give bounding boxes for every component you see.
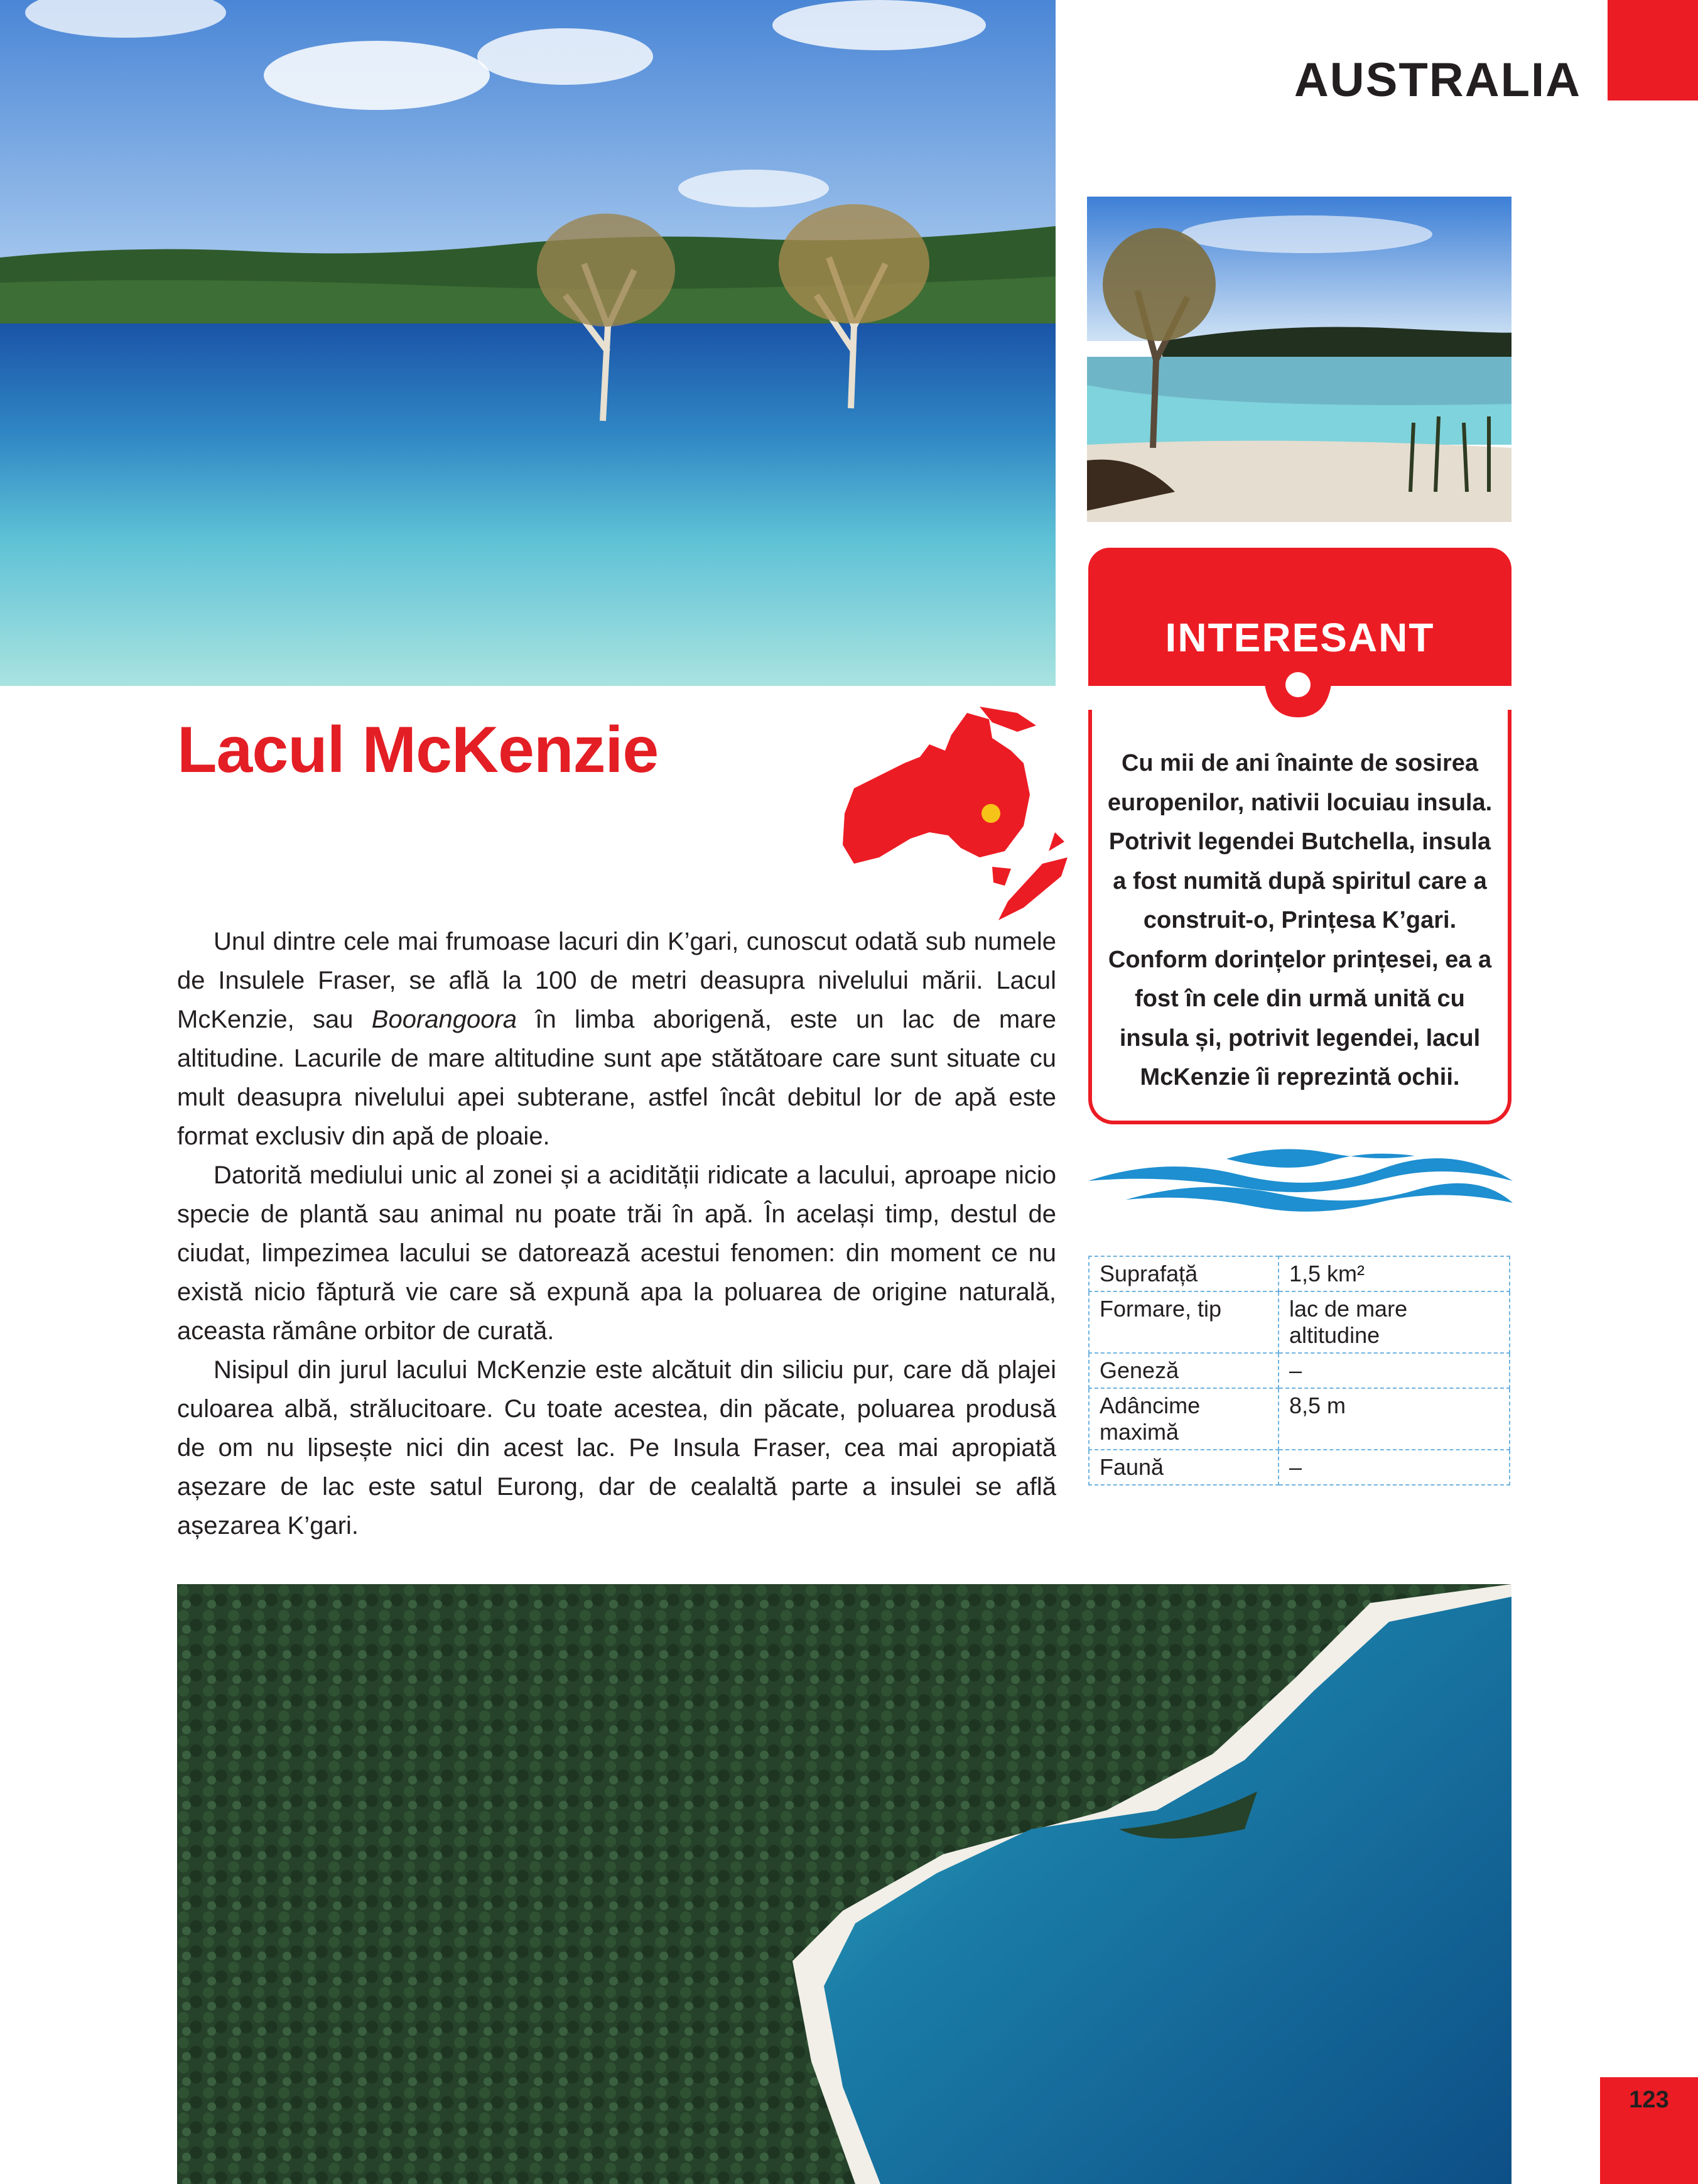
paragraph-text: Unul dintre cele mai frumoase lacuri din K’gari, cunoscut odată sub numele de Insulele Fraser, se află la 100 de metri deasupra nivelului mării. Lacul McKenzie, sau [177, 928, 1056, 1033]
country-label: AUSTRALIA [1294, 53, 1581, 107]
fact-value: – [1279, 1353, 1510, 1388]
page-number: 123 [1629, 2087, 1669, 2113]
article-body [177, 922, 1056, 1545]
table-row [1089, 1291, 1510, 1353]
aerial-lake-photo [177, 1584, 1511, 2184]
fact-value: – [1279, 1450, 1510, 1485]
article-title: Lacul McKenzie [177, 714, 659, 786]
fact-label: Suprafață [1089, 1256, 1279, 1291]
australia-map [835, 707, 1074, 926]
paragraph-text: în limba aborigenă, este un lac de mare altitudine. Lacurile de mare altitudine sunt ape stătătoare care sunt situate cu mult deasupra nivelului apei subterane, astfel încât debitul lor de apă este format exclusiv din apă de ploaie. [177, 1006, 1056, 1150]
fact-value: 8,5 m [1279, 1388, 1510, 1450]
table-row [1089, 1388, 1510, 1450]
fact-label: Geneză [1089, 1353, 1279, 1388]
country-tab [1608, 0, 1698, 101]
body-paragraph: Nisipul din jurul lacului McKenzie este alcătuit din siliciu pur, care dă plajei culoarea albă, strălucitoare. Cu toate acestea, din păcate, poluarea produsă de om nu lipsește nici din acest lac. Pe Insula Fraser, cea mai apropiată așezare de lac este satul Eurong, dar de cealaltă parte a insulei se află așezarea K’gari. [177, 1356, 1056, 1540]
info-box-title: INTERESANT [1165, 615, 1435, 660]
facts-table [1088, 1256, 1510, 1486]
fact-label: Formare, tip [1089, 1291, 1279, 1353]
water-waves-ornament [1088, 1143, 1513, 1219]
table-row [1089, 1256, 1510, 1291]
body-paragraph: Datorită mediului unic al zonei și a acidității ridicate a lacului, aproape nicio specie de plantă sau animal nu poate trăi în apă. În același timp, destul de ciudat, limpezimea lacului se datorează acestui fenomen: din moment ce nu există nicio făptură vie care să expună apa la poluarea de origine naturală, aceasta rămâne orbitor de curată. [177, 1161, 1056, 1345]
paragraph-italic-term: Boorangoora [371, 1006, 517, 1033]
lake-shore-tree-photo [1087, 197, 1511, 522]
fact-label: Faună [1089, 1450, 1279, 1485]
fact-value: 1,5 km² [1279, 1256, 1510, 1291]
info-box-text: Cu mii de ani înainte de sosirea europenilor, nativii locuiau insula. Potrivit legendei Butchella, insula a fost numită după spiritul care a construit-o, Prințesa K’gari. Conform dorințelor prințesei, ea a fost în cele din urmă unită cu insula și, potrivit legendei, lacul McKenzie îi reprezintă ochii. [1107, 750, 1493, 1090]
fact-value: lac de mare altitudine [1279, 1291, 1510, 1353]
pin-dot-icon [1263, 667, 1333, 724]
lake-with-trees-photo [0, 0, 1056, 686]
fact-label: Adâncime maximă [1089, 1388, 1279, 1450]
table-row [1089, 1450, 1510, 1485]
body-paragraph [177, 922, 1056, 1156]
table-row [1089, 1353, 1510, 1388]
